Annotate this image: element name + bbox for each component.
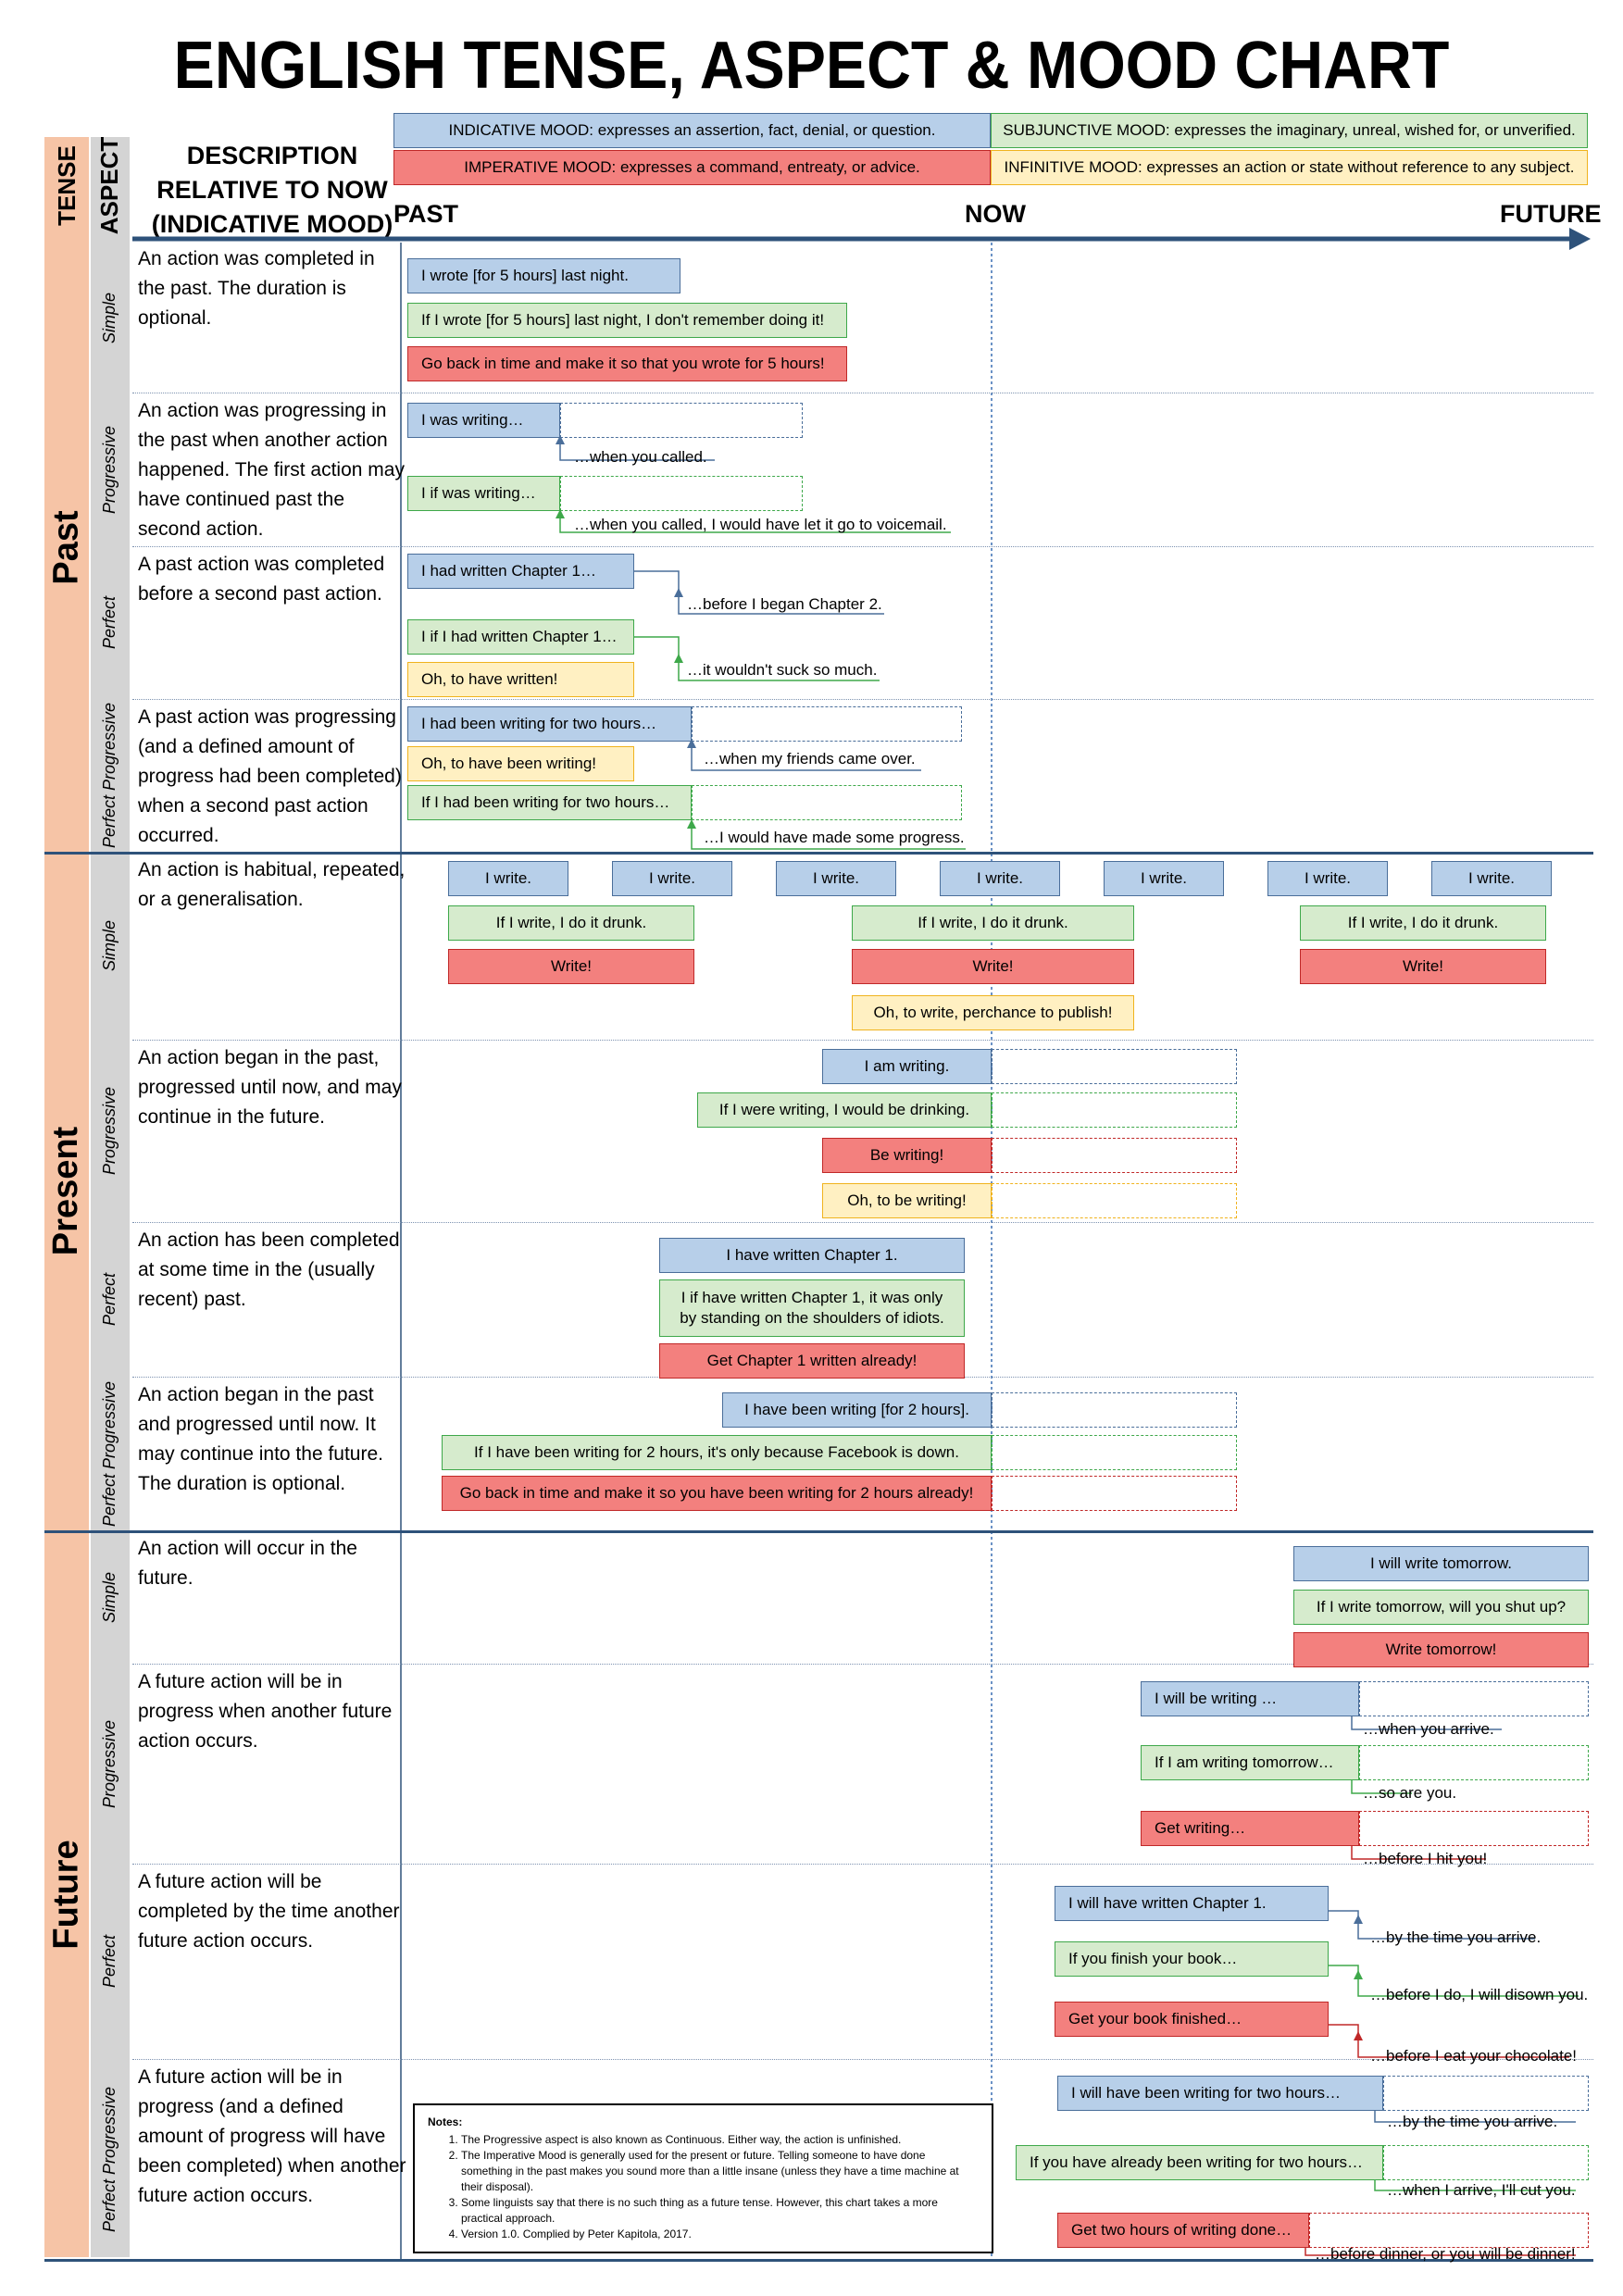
tense-header: TENSE [52, 144, 81, 226]
arrowhead [1354, 2031, 1363, 2040]
example-subjunctive: If you finish your book… [1055, 1941, 1329, 1977]
example-indicative: I have been writing [for 2 hours]. [722, 1392, 992, 1428]
aspect-label-present-perfect: Perfect [100, 1272, 119, 1327]
continuation-indicative [692, 706, 962, 742]
note-item: 2. The Imperative Mood is generally used for the present or future. Telling someone to have done something in the past makes you sound more than a little insane (unless they have a time machine at their disposal). [461, 2148, 979, 2195]
example-infinitive: Oh, to have been writing! [407, 746, 634, 781]
desc-present-perfect-progressive: An action began in the past and progressed until now. It may continue into the future. The duration is optional. [138, 1384, 383, 1494]
desc-present-perfect: An action has been completed at some time in the (usually recent) past. [138, 1229, 400, 1310]
example-indicative: I write. [940, 861, 1060, 896]
example-subjunctive: I if I had written Chapter 1… [407, 619, 634, 655]
example-imperative: Go back in time and make it so that you wrote for 5 hours! [407, 346, 847, 381]
continuation-text: …before I eat your chocolate! [1370, 2047, 1578, 2065]
arrowhead [674, 588, 683, 597]
example-indicative: I will write tomorrow. [1293, 1546, 1589, 1581]
aspect-label-past-progressive: Progressive [100, 425, 119, 514]
example-subjunctive-line1: I if have written Chapter 1, it was only [680, 1289, 943, 1306]
example-subjunctive: If I write, I do it drunk. [448, 905, 694, 941]
continuation-text: …before I hit you! [1363, 1850, 1488, 1867]
description-header-line3: (INDICATIVE MOOD) [151, 210, 393, 238]
continuation-subjunctive [1383, 2145, 1589, 2180]
example-subjunctive: If I am writing tomorrow… [1141, 1745, 1359, 1780]
example-indicative: I was writing… [407, 403, 560, 438]
continuation-text: …by the time you arrive. [1387, 2113, 1558, 2130]
arrowhead [1354, 1970, 1363, 1979]
example-subjunctive: If I were writing, I would be drinking. [697, 1092, 992, 1128]
continuation-indicative [1359, 1681, 1589, 1716]
continuation-subjunctive [1359, 1745, 1589, 1780]
continuation-imperative [1359, 1811, 1589, 1846]
example-imperative: Write! [852, 949, 1134, 984]
example-indicative: I write. [1104, 861, 1224, 896]
aspect-label-present-simple: Simple [100, 919, 119, 972]
continuation-text: …when you called, I would have let it go to voicemail. [574, 516, 947, 533]
note-item: 3. Some linguists say that there is no such thing as a future tense. However, this chart takes a more practical approach. [461, 2195, 979, 2227]
example-infinitive: Oh, to write, perchance to publish! [852, 995, 1134, 1030]
axis-past-label: PAST [393, 200, 459, 228]
example-indicative: I had been writing for two hours… [407, 706, 692, 742]
aspect-label-past-simple: Simple [100, 292, 119, 343]
axis-future-label: FUTURE [1500, 200, 1602, 228]
notes-list [428, 2132, 979, 2242]
example-subjunctive: If I have been writing for 2 hours, it's only because Facebook is down. [442, 1435, 992, 1470]
continuation-indicative [1383, 2076, 1589, 2111]
aspect-label-past-perfect-progressive: Perfect Progressive [100, 702, 119, 849]
aspect-label-future-perfect-progressive: Perfect Progressive [100, 2086, 119, 2232]
desc-present-progressive: An action began in the past, progressed until now, and may continue in the future. [138, 1047, 402, 1128]
example-indicative: I am writing. [822, 1049, 992, 1084]
continuation-text: …by the time you arrive. [1370, 1928, 1542, 1946]
legend-imperative: IMPERATIVE MOOD: expresses a command, entreaty, or advice. [393, 150, 991, 185]
description-header-line2: RELATIVE TO NOW [156, 176, 388, 204]
arrowhead [687, 819, 696, 829]
example-imperative: Go back in time and make it so you have been writing for 2 hours already! [442, 1476, 992, 1511]
example-indicative: I write. [612, 861, 732, 896]
continuation-subjunctive [692, 785, 962, 820]
notes-box [413, 2103, 993, 2253]
example-indicative: I will have been writing for two hours… [1057, 2076, 1383, 2111]
example-indicative: I have written Chapter 1. [659, 1238, 965, 1273]
continuation-text: …so are you. [1363, 1784, 1457, 1802]
continuation-subjunctive [560, 476, 803, 511]
example-indicative: I had written Chapter 1… [407, 554, 634, 589]
example-indicative: I write. [1431, 861, 1552, 896]
example-imperative: Get two hours of writing done… [1057, 2213, 1309, 2248]
example-imperative: Write tomorrow! [1293, 1632, 1589, 1667]
aspect-label-past-perfect: Perfect [100, 595, 119, 650]
legend-indicative: INDICATIVE MOOD: expresses an assertion, fact, denial, or question. [393, 113, 991, 148]
continuation-text: …when you arrive. [1363, 1720, 1494, 1738]
continuation-text: …when you called. [574, 448, 707, 466]
example-indicative: I will be writing … [1141, 1681, 1359, 1716]
example-indicative: I write. [448, 861, 568, 896]
continuation-text: …when I arrive, I'll cut you. [1387, 2181, 1576, 2199]
example-indicative: I write. [1267, 861, 1388, 896]
tense-label-future: Future [46, 1840, 86, 1950]
continuation-text: …before I do, I will disown you. [1370, 1986, 1589, 2003]
continuation-imperative [992, 1476, 1237, 1511]
example-subjunctive: If you have already been writing for two hours… [1016, 2145, 1383, 2180]
desc-future-progressive: A future action will be in progress when another future action occurs. [138, 1671, 393, 1752]
aspect-header: ASPECT [95, 136, 124, 234]
example-indicative: I write. [776, 861, 896, 896]
tense-label-present: Present [46, 1126, 86, 1256]
desc-past-perfect-progressive: A past action was progressing (and a defined amount of progress had been completed) when a second past action occurred. [138, 706, 402, 846]
desc-future-simple: An action will occur in the future. [138, 1538, 357, 1589]
example-subjunctive: If I write tomorrow, will you shut up? [1293, 1590, 1589, 1625]
example-imperative: Be writing! [822, 1138, 992, 1173]
desc-future-perfect-progressive: A future action will be in progress (and a defined amount of progress will have been completed) when another future action occurs. [138, 2066, 406, 2206]
example-subjunctive: I if was writing… [407, 476, 560, 511]
example-imperative: Get Chapter 1 written already! [659, 1343, 965, 1379]
continuation-subjunctive [992, 1092, 1237, 1128]
continuation-indicative [992, 1392, 1237, 1428]
example-indicative: I will have written Chapter 1. [1055, 1886, 1329, 1921]
continuation-subjunctive [992, 1435, 1237, 1470]
desc-past-progressive: An action was progressing in the past when another action happened. The first action may have continued past the second action. [138, 400, 405, 540]
desc-present-simple: An action is habitual, repeated, or a generalisation. [138, 859, 406, 910]
aspect-label-present-perfect-progressive: Perfect Progressive [100, 1380, 119, 1527]
example-infinitive: Oh, to have written! [407, 662, 634, 697]
example-subjunctive: If I had been writing for two hours… [407, 785, 692, 820]
note-item: 4. Version 1.0. Complied by Peter Kapitola, 2017. [461, 2227, 979, 2242]
continuation-imperative [992, 1138, 1237, 1173]
continuation-text: …it wouldn't suck so much. [687, 661, 878, 679]
continuation-indicative [560, 403, 803, 438]
desc-past-simple: An action was completed in the past. The duration is optional. [138, 248, 375, 329]
continuation-text: …before dinner, or you will be dinner! [1315, 2245, 1576, 2263]
arrowhead [674, 654, 683, 663]
continuation-text: …I would have made some progress. [704, 829, 965, 846]
legend-infinitive: INFINITIVE MOOD: expresses an action or state without reference to any subject. [991, 150, 1588, 185]
continuation-imperative [1309, 2213, 1589, 2248]
continuation-indicative [992, 1049, 1237, 1084]
continuation-text: …before I began Chapter 2. [687, 595, 882, 613]
example-infinitive: Oh, to be writing! [822, 1183, 992, 1218]
example-subjunctive-line2: by standing on the shoulders of idiots. [680, 1309, 944, 1327]
desc-past-perfect: A past action was completed before a second past action. [138, 554, 385, 605]
legend-subjunctive: SUBJUNCTIVE MOOD: expresses the imaginary, unreal, wished for, or unverified. [991, 113, 1588, 148]
aspect-label-present-progressive: Progressive [100, 1086, 119, 1176]
description-header-line1: DESCRIPTION [186, 142, 358, 169]
arrowhead [1354, 1915, 1363, 1924]
desc-future-perfect: A future action will be completed by the time another future action occurs. [138, 1871, 400, 1952]
continuation-infinitive [992, 1183, 1237, 1218]
example-subjunctive [659, 1279, 965, 1337]
aspect-label-future-simple: Simple [100, 1571, 119, 1623]
page-title: ENGLISH TENSE, ASPECT & MOOD CHART [173, 29, 1450, 103]
note-item: 1. The Progressive aspect is also known as Continuous. Either way, the action is unfinished. [461, 2132, 979, 2148]
example-imperative: Write! [448, 949, 694, 984]
example-indicative: I wrote [for 5 hours] last night. [407, 258, 680, 293]
example-imperative: Get your book finished… [1055, 2002, 1329, 2037]
example-subjunctive: If I write, I do it drunk. [1300, 905, 1546, 941]
example-subjunctive: If I write, I do it drunk. [852, 905, 1134, 941]
aspect-label-future-perfect: Perfect [100, 1934, 119, 1989]
example-imperative: Write! [1300, 949, 1546, 984]
tense-label-past: Past [46, 509, 86, 585]
example-subjunctive: If I wrote [for 5 hours] last night, I don't remember doing it! [407, 303, 847, 338]
notes-heading: Notes: [428, 2115, 463, 2128]
continuation-text: …when my friends came over. [704, 750, 916, 767]
example-imperative: Get writing… [1141, 1811, 1359, 1846]
aspect-label-future-progressive: Progressive [100, 1719, 119, 1808]
axis-now-label: NOW [965, 200, 1026, 228]
